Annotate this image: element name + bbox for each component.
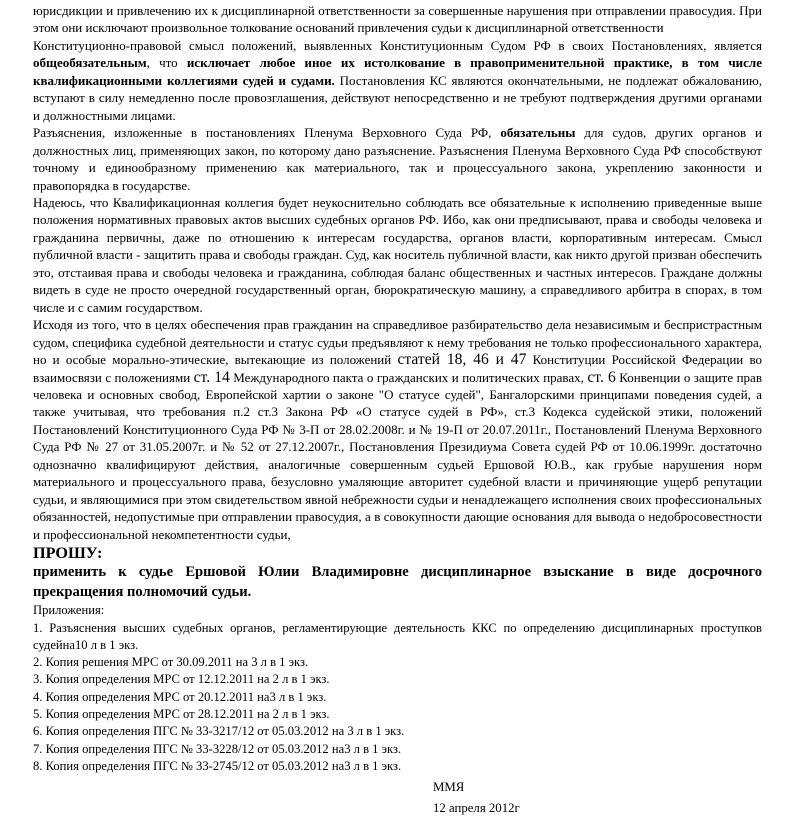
attachment-item-1: 1. Разъяснения высших судебных органов, регламентирующие деятельность ККС по определению дисциплинарных проступков судейна10 л в 1 экз. [33,620,762,652]
attachment-item-8: 8. Копия определения ПГС № 33-2745/12 от 05.03.2012 на3 л в 1 экз. [33,758,402,773]
attachment-item-7: 7. Копия определения ПГС № 33-3228/12 от 05.03.2012 на3 л в 1 экз. [33,741,402,756]
paragraph-5-run-3: Конституции Российской Федерации во взаимосвязи с положениями [33,352,762,385]
request-heading: ПРОШУ: [33,544,103,563]
paragraph-1-run-1: юрисдикции и привлечению их к дисциплинарной ответственности за совершенные нарушения при отправлении правосудия. При этом они исключают произвольное толкование оснований привлечения судьи к дисциплинарной ответственности [33,3,762,36]
paragraph-2-run-4-bold: исключает любое иное их истолкование в правоприменительной практике, в том числе квалификационными коллегиями судей и судами. [33,55,762,88]
attachments-label: Приложения: [33,603,105,618]
attachment-item-2: 2. Копия решения МРС от 30.09.2011 на 3 л в 1 экз. [33,655,309,670]
paragraph-5-run-5: Международного пакта о гражданских и политических правах, [229,369,588,385]
signature-block [33,777,762,818]
attachment-item-6: 6. Копия определения ПГС № 33-3217/12 от 05.03.2012 на 3 л в 1 экз. [33,724,405,739]
paragraph-4 [33,194,762,316]
paragraph-5 [33,316,762,543]
attachment-item-4: 4. Копия определения МРС от 20.12.2011 на3 л в 1 экз. [33,689,327,704]
paragraph-2-run-1: Конституционно-правовой смысл положений, выявленных Конституционным Судом РФ в своих Постановлениях, является [33,37,762,53]
paragraph-5-run-1: Исходя из того, что в целях обеспечения прав гражданин на справедливое разбирательство дела независимым и беспристрастным судом, специфика судебной деятельности и статус судьи предъявляют к нему требования не только профессионального характера, но и особые морально-этические, вытекающие из положений [33,317,762,368]
request-body: применить к судье Ершовой Юлии Владимировне дисциплинарное взыскание в виде досрочного прекращения полномочий судьи. [33,564,762,600]
paragraph-5-citation-st6: ст. 6 [587,368,616,386]
attachment-item-5: 5. Копия определения МРС от 28.12.2011 на 2 л в 1 экз. [33,707,330,722]
paragraph-5-run-7: Конвенции о защите прав человека и основных свобод, Европейской хартии о законе "О статусе судей", Бангалорскими принципами поведения судей, а также учитывая, что требования п.2 ст.3 Закона РФ «О статусе судей в РФ», ст.3 Кодекса судейской этики, положений Постановлений Конституционного Суда РФ № 3-П от 28.02.2008г. и № 19-П от 20.07.2011г., Постановлений Пленума Верховного Суда РФ № 27 от 31.05.2007г. и № 52 от 27.12.2007г., Постановления Президиума Совета судей РФ от 10.06.1999г. достаточно однозначно квалифицируют действия, аналогичные совершенным судьей Ершовой Ю.В., как грубые нарушения норм материального и процессуального права, безусловно умаляющие авторитет судебной власти и причиняющие ущерб репутации судьи, и являющимися при этом свидетельством явной небрежности судьи и ненадлежащего исполнения своих профессиональных обязанностей, недопустимые при отправлении правосудия, а в совокупности дающие основания для вывода о недобросовестности и профессиональной некомпетентности судьи, [33,369,762,542]
paragraph-3 [33,124,762,194]
paragraph-3-run-2-bold: обязательны [500,125,576,141]
signature-date: 12 апреля 2012г [433,800,520,815]
paragraph-2 [33,37,762,124]
paragraph-2-run-3: , что [146,55,187,71]
attachment-item-3: 3. Копия определения МРС от 12.12.2011 на 2 л в 1 экз. [33,672,330,687]
paragraph-2-run-2-bold: общеобязательным [33,55,147,71]
paragraph-4-run-1: Надеюсь, что Квалификационная коллегия будет неукоснительно соблюдать все обязательные к исполнению приведенные выше положения нормативных правовых актов высших судебных органов РФ. Ибо, как они предписывают, права и свободы человека и гражданина первичны, даже по отношению к интересам государства, органов власти, корпоративным интересам. Смысл публичной власти - защитить права и свободы граждан. Суд, как носитель публичной власти, как никто другой призван обеспечить это, отстаивая права и свободы человека и гражданина, соблюдая баланс общественных и частных интересов. Граждане должны видеть в суде не просто очередной государственный орган, бюрократическую машину, а справедливого арбитра в спорах, в том числе и с самим государством. [33,194,762,315]
paragraph-3-run-3: для судов, других органов и должностных лиц, применяющих закон, по которому дано разъяснение. Разъяснения Пленума Верховного Суда РФ способствуют точному и единообразному применению как материального, так и процессуального закона, укреплению законности и правопорядка в государстве. [33,125,762,193]
paragraph-3-run-1: Разъяснения, изложенные в постановлениях Пленума Верховного Суда РФ, [33,125,501,141]
paragraph-2-run-5: Постановления КС являются окончательными, не подлежат обжалованию, вступают в силу немедленно после провозглашения, действуют непосредственно и не требуют подтверждения другими органами и должностными лицами. [33,72,762,123]
paragraph-5-citation-articles: статей 18, 46 и 47 [397,351,527,369]
paragraph-1 [33,2,762,37]
signature-initials: ММЯ [433,780,465,795]
paragraph-5-citation-st14: ст. 14 [193,368,230,386]
